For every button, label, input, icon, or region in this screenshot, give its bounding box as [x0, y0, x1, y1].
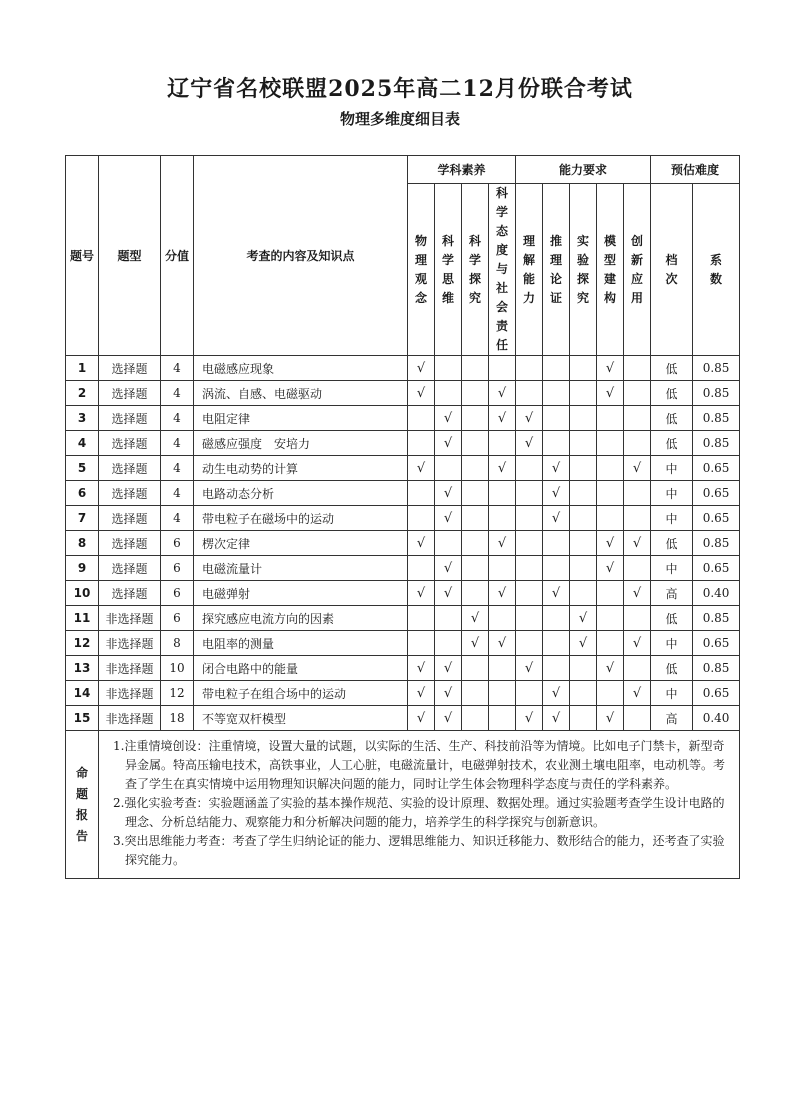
cell-check [489, 556, 516, 581]
cell-level: 高 [651, 706, 693, 731]
cell-content: 动生电动势的计算 [194, 456, 408, 481]
cell-check [570, 406, 597, 431]
cell-check [624, 481, 651, 506]
cell-level: 中 [651, 631, 693, 656]
cell-check [543, 431, 570, 456]
cell-check: √ [543, 481, 570, 506]
cell-type: 选择题 [99, 481, 161, 506]
cell-check [462, 356, 489, 381]
cell-check [543, 556, 570, 581]
cell-level: 中 [651, 506, 693, 531]
cell-type: 选择题 [99, 531, 161, 556]
cell-check [462, 506, 489, 531]
cell-score: 6 [161, 581, 194, 606]
cell-type: 选择题 [99, 406, 161, 431]
cell-coef: 0.85 [693, 406, 740, 431]
cell-check: √ [597, 381, 624, 406]
cell-content: 楞次定律 [194, 531, 408, 556]
cell-type: 选择题 [99, 356, 161, 381]
cell-check [570, 581, 597, 606]
cell-coef: 0.85 [693, 606, 740, 631]
header-group-difficulty: 预估难度 [651, 156, 740, 184]
cell-type: 非选择题 [99, 681, 161, 706]
cell-score: 4 [161, 481, 194, 506]
cell-no: 2 [66, 381, 99, 406]
header-col-4 [516, 184, 543, 356]
cell-check: √ [435, 656, 462, 681]
cell-check: √ [489, 531, 516, 556]
cell-check: √ [435, 406, 462, 431]
cell-check [624, 506, 651, 531]
cell-check [543, 406, 570, 431]
cell-coef: 0.85 [693, 531, 740, 556]
cell-score: 4 [161, 506, 194, 531]
cell-level: 中 [651, 481, 693, 506]
cell-level: 高 [651, 581, 693, 606]
cell-check: √ [624, 681, 651, 706]
table-row [66, 406, 740, 431]
cell-check [624, 556, 651, 581]
cell-check [408, 481, 435, 506]
cell-check [570, 681, 597, 706]
cell-check: √ [435, 706, 462, 731]
header-col-label: 科学探究 [468, 233, 481, 305]
cell-check [408, 506, 435, 531]
cell-check [624, 431, 651, 456]
cell-check: √ [570, 606, 597, 631]
cell-check: √ [462, 631, 489, 656]
cell-check [597, 581, 624, 606]
header-col-label: 理解能力 [523, 233, 536, 305]
cell-check: √ [489, 406, 516, 431]
cell-no: 10 [66, 581, 99, 606]
cell-check [435, 631, 462, 656]
header-col-3 [489, 184, 516, 356]
report-item: 3.突出思维能力考查：考查了学生归纳论证的能力、逻辑思维能力、知识迁移能力、数形结合的能力，还考查了实验探究能力。 [113, 834, 725, 867]
cell-check: √ [543, 706, 570, 731]
cell-no: 6 [66, 481, 99, 506]
header-col-label: 创新应用 [631, 233, 644, 305]
cell-type: 选择题 [99, 381, 161, 406]
cell-check: √ [435, 481, 462, 506]
cell-check [597, 631, 624, 656]
cell-check [543, 356, 570, 381]
table-row [66, 581, 740, 606]
cell-check [462, 581, 489, 606]
cell-type: 选择题 [99, 456, 161, 481]
cell-level: 中 [651, 681, 693, 706]
cell-no: 9 [66, 556, 99, 581]
cell-check [624, 356, 651, 381]
cell-level: 低 [651, 406, 693, 431]
cell-content: 电磁流量计 [194, 556, 408, 581]
cell-coef: 0.65 [693, 506, 740, 531]
header-col-label: 科学态度与社会责任 [495, 186, 508, 352]
cell-coef: 0.40 [693, 706, 740, 731]
cell-check: √ [597, 706, 624, 731]
cell-check [462, 531, 489, 556]
cell-check: √ [624, 456, 651, 481]
cell-check: √ [408, 456, 435, 481]
cell-type: 选择题 [99, 431, 161, 456]
cell-check [543, 381, 570, 406]
cell-check: √ [408, 531, 435, 556]
cell-no: 15 [66, 706, 99, 731]
header-no: 题号 [66, 156, 99, 356]
table-row [66, 606, 740, 631]
cell-coef: 0.65 [693, 556, 740, 581]
cell-check [489, 506, 516, 531]
cell-check: √ [624, 581, 651, 606]
cell-check: √ [624, 631, 651, 656]
header-col-8 [624, 184, 651, 356]
cell-check [435, 381, 462, 406]
cell-coef: 0.65 [693, 456, 740, 481]
cell-check [408, 406, 435, 431]
cell-check: √ [408, 681, 435, 706]
header-col-label: 推理论证 [550, 233, 563, 305]
report-label [66, 731, 99, 879]
cell-check: √ [408, 706, 435, 731]
cell-coef: 0.85 [693, 431, 740, 456]
cell-no: 13 [66, 656, 99, 681]
cell-check [435, 356, 462, 381]
cell-score: 4 [161, 406, 194, 431]
cell-check [408, 631, 435, 656]
cell-type: 选择题 [99, 556, 161, 581]
cell-check: √ [408, 581, 435, 606]
cell-level: 中 [651, 556, 693, 581]
cell-coef: 0.65 [693, 681, 740, 706]
cell-check [408, 606, 435, 631]
cell-check: √ [489, 581, 516, 606]
cell-check [516, 531, 543, 556]
cell-check: √ [408, 656, 435, 681]
cell-coef: 0.40 [693, 581, 740, 606]
document-title: 辽宁省名校联盟2025年高二12月份联合考试 [167, 76, 633, 102]
header-col-7 [597, 184, 624, 356]
table-row [66, 631, 740, 656]
cell-content: 电路动态分析 [194, 481, 408, 506]
header-col-1 [435, 184, 462, 356]
cell-score: 4 [161, 431, 194, 456]
cell-no: 5 [66, 456, 99, 481]
report-row [66, 731, 740, 879]
cell-check [516, 381, 543, 406]
cell-check [516, 556, 543, 581]
cell-check: √ [597, 356, 624, 381]
report-label-text: 命题报告 [75, 765, 88, 843]
cell-score: 4 [161, 456, 194, 481]
table-row [66, 431, 740, 456]
cell-check [570, 706, 597, 731]
cell-check [516, 606, 543, 631]
cell-check [516, 681, 543, 706]
cell-check: √ [435, 506, 462, 531]
cell-content: 不等宽双杆模型 [194, 706, 408, 731]
cell-check [597, 481, 624, 506]
cell-check [408, 556, 435, 581]
cell-check [462, 481, 489, 506]
header-col-label: 实验探究 [577, 233, 590, 305]
cell-type: 选择题 [99, 581, 161, 606]
cell-check [624, 381, 651, 406]
table-row [66, 356, 740, 381]
cell-content: 电阻率的测量 [194, 631, 408, 656]
cell-check [570, 381, 597, 406]
report-content [99, 731, 740, 879]
header-col-label: 科学思维 [441, 233, 454, 305]
cell-check [597, 681, 624, 706]
cell-check: √ [570, 631, 597, 656]
cell-score: 6 [161, 606, 194, 631]
cell-content: 磁感应强度 安培力 [194, 431, 408, 456]
report-item: 2.强化实验考查：实验题涵盖了实验的基本操作规范、实验的设计原理、数据处理。通过实验题考查学生设计电路的理念、分析总结能力、观察能力和分析解决问题的能力，培养学生的科学探究与创新意识。 [113, 796, 725, 829]
cell-check: √ [435, 556, 462, 581]
header-col-6 [570, 184, 597, 356]
cell-check: √ [597, 556, 624, 581]
cell-content: 电磁感应现象 [194, 356, 408, 381]
header-col-label: 档次 [665, 252, 678, 286]
cell-type: 非选择题 [99, 656, 161, 681]
cell-check [570, 456, 597, 481]
cell-check [435, 531, 462, 556]
cell-score: 8 [161, 631, 194, 656]
cell-check: √ [624, 531, 651, 556]
header-col-label: 物理观念 [414, 233, 427, 305]
cell-score: 18 [161, 706, 194, 731]
table-row [66, 506, 740, 531]
table-row [66, 381, 740, 406]
cell-check [489, 656, 516, 681]
cell-type: 非选择题 [99, 606, 161, 631]
cell-check [543, 656, 570, 681]
cell-check [597, 506, 624, 531]
cell-check: √ [597, 531, 624, 556]
cell-level: 低 [651, 531, 693, 556]
cell-no: 3 [66, 406, 99, 431]
table-row [66, 681, 740, 706]
cell-check [435, 606, 462, 631]
cell-check: √ [516, 656, 543, 681]
header-col-2 [462, 184, 489, 356]
header-score: 分值 [161, 156, 194, 356]
cell-check [516, 506, 543, 531]
cell-level: 低 [651, 356, 693, 381]
cell-check [516, 481, 543, 506]
cell-check: √ [597, 656, 624, 681]
cell-check [570, 656, 597, 681]
cell-check: √ [543, 506, 570, 531]
cell-check [597, 606, 624, 631]
cell-content: 涡流、自感、电磁驱动 [194, 381, 408, 406]
cell-content: 闭合电路中的能量 [194, 656, 408, 681]
cell-check [516, 456, 543, 481]
header-col-10 [693, 184, 740, 356]
cell-check [570, 531, 597, 556]
header-col-9 [651, 184, 693, 356]
header-type: 题型 [99, 156, 161, 356]
cell-check: √ [543, 581, 570, 606]
cell-check [462, 681, 489, 706]
cell-coef: 0.85 [693, 656, 740, 681]
cell-check [570, 556, 597, 581]
cell-check [597, 431, 624, 456]
header-content: 考查的内容及知识点 [194, 156, 408, 356]
cell-score: 6 [161, 531, 194, 556]
header-col-label: 系数 [710, 252, 723, 286]
cell-check [624, 656, 651, 681]
cell-no: 8 [66, 531, 99, 556]
cell-level: 低 [651, 431, 693, 456]
cell-content: 电阻定律 [194, 406, 408, 431]
cell-check: √ [516, 406, 543, 431]
header-group-ability: 能力要求 [516, 156, 651, 184]
cell-check [489, 706, 516, 731]
cell-check [543, 631, 570, 656]
cell-no: 11 [66, 606, 99, 631]
cell-content: 电磁弹射 [194, 581, 408, 606]
cell-check [543, 606, 570, 631]
cell-check [489, 481, 516, 506]
cell-check: √ [516, 706, 543, 731]
cell-check [408, 431, 435, 456]
cell-check [489, 681, 516, 706]
cell-check: √ [543, 456, 570, 481]
cell-coef: 0.85 [693, 381, 740, 406]
table-row [66, 531, 740, 556]
cell-check [516, 356, 543, 381]
report-item: 1.注重情境创设：注重情境，设置大量的试题，以实际的生活、生产、科技前沿等为情境。比如电子门禁卡，新型奇异金属。特高压输电技术，高铁事业，人工心脏，电磁流量计，电磁弹射技术，农业测土壤电阻率，电动机等。考查了学生在真实情境中运用物理知识解决问题的能力，同时让学生体会物理科学态度与责任的学科素养。 [113, 739, 726, 791]
cell-content: 带电粒子在组合场中的运动 [194, 681, 408, 706]
table-row [66, 456, 740, 481]
cell-coef: 0.85 [693, 356, 740, 381]
cell-score: 12 [161, 681, 194, 706]
cell-check [516, 581, 543, 606]
cell-check [462, 706, 489, 731]
cell-no: 7 [66, 506, 99, 531]
cell-score: 6 [161, 556, 194, 581]
header-col-label: 模型建构 [604, 233, 617, 305]
cell-check: √ [543, 681, 570, 706]
cell-no: 12 [66, 631, 99, 656]
cell-check [570, 356, 597, 381]
header-col-0 [408, 184, 435, 356]
cell-check [597, 456, 624, 481]
cell-check: √ [408, 381, 435, 406]
cell-check [489, 431, 516, 456]
table-row [66, 556, 740, 581]
cell-check: √ [408, 356, 435, 381]
cell-level: 低 [651, 606, 693, 631]
cell-check: √ [435, 681, 462, 706]
cell-check [462, 656, 489, 681]
cell-type: 选择题 [99, 506, 161, 531]
cell-check [570, 481, 597, 506]
cell-check [462, 456, 489, 481]
cell-check [624, 406, 651, 431]
document-subtitle: 物理多维度细目表 [339, 110, 460, 128]
cell-content: 探究感应电流方向的因素 [194, 606, 408, 631]
cell-level: 低 [651, 381, 693, 406]
header-group-literacy: 学科素养 [408, 156, 516, 184]
cell-no: 1 [66, 356, 99, 381]
table-row [66, 481, 740, 506]
cell-coef: 0.65 [693, 631, 740, 656]
cell-check [543, 531, 570, 556]
cell-check [489, 606, 516, 631]
cell-no: 14 [66, 681, 99, 706]
cell-check [435, 456, 462, 481]
cell-check [624, 706, 651, 731]
cell-check [462, 381, 489, 406]
header-col-5 [543, 184, 570, 356]
cell-check: √ [435, 431, 462, 456]
table-row [66, 706, 740, 731]
cell-check [489, 356, 516, 381]
cell-check: √ [462, 606, 489, 631]
cell-check [462, 431, 489, 456]
cell-content: 带电粒子在磁场中的运动 [194, 506, 408, 531]
cell-check: √ [435, 581, 462, 606]
cell-coef: 0.65 [693, 481, 740, 506]
cell-check [624, 606, 651, 631]
cell-check: √ [516, 431, 543, 456]
cell-score: 4 [161, 356, 194, 381]
cell-type: 非选择题 [99, 706, 161, 731]
cell-check [570, 431, 597, 456]
cell-check: √ [489, 631, 516, 656]
specification-table [65, 155, 740, 879]
cell-type: 非选择题 [99, 631, 161, 656]
cell-no: 4 [66, 431, 99, 456]
cell-level: 中 [651, 456, 693, 481]
cell-level: 低 [651, 656, 693, 681]
cell-check [462, 406, 489, 431]
cell-score: 4 [161, 381, 194, 406]
cell-check: √ [489, 381, 516, 406]
cell-check [516, 631, 543, 656]
cell-check [462, 556, 489, 581]
cell-check [570, 506, 597, 531]
cell-check [597, 406, 624, 431]
cell-check: √ [489, 456, 516, 481]
cell-score: 10 [161, 656, 194, 681]
table-row [66, 656, 740, 681]
